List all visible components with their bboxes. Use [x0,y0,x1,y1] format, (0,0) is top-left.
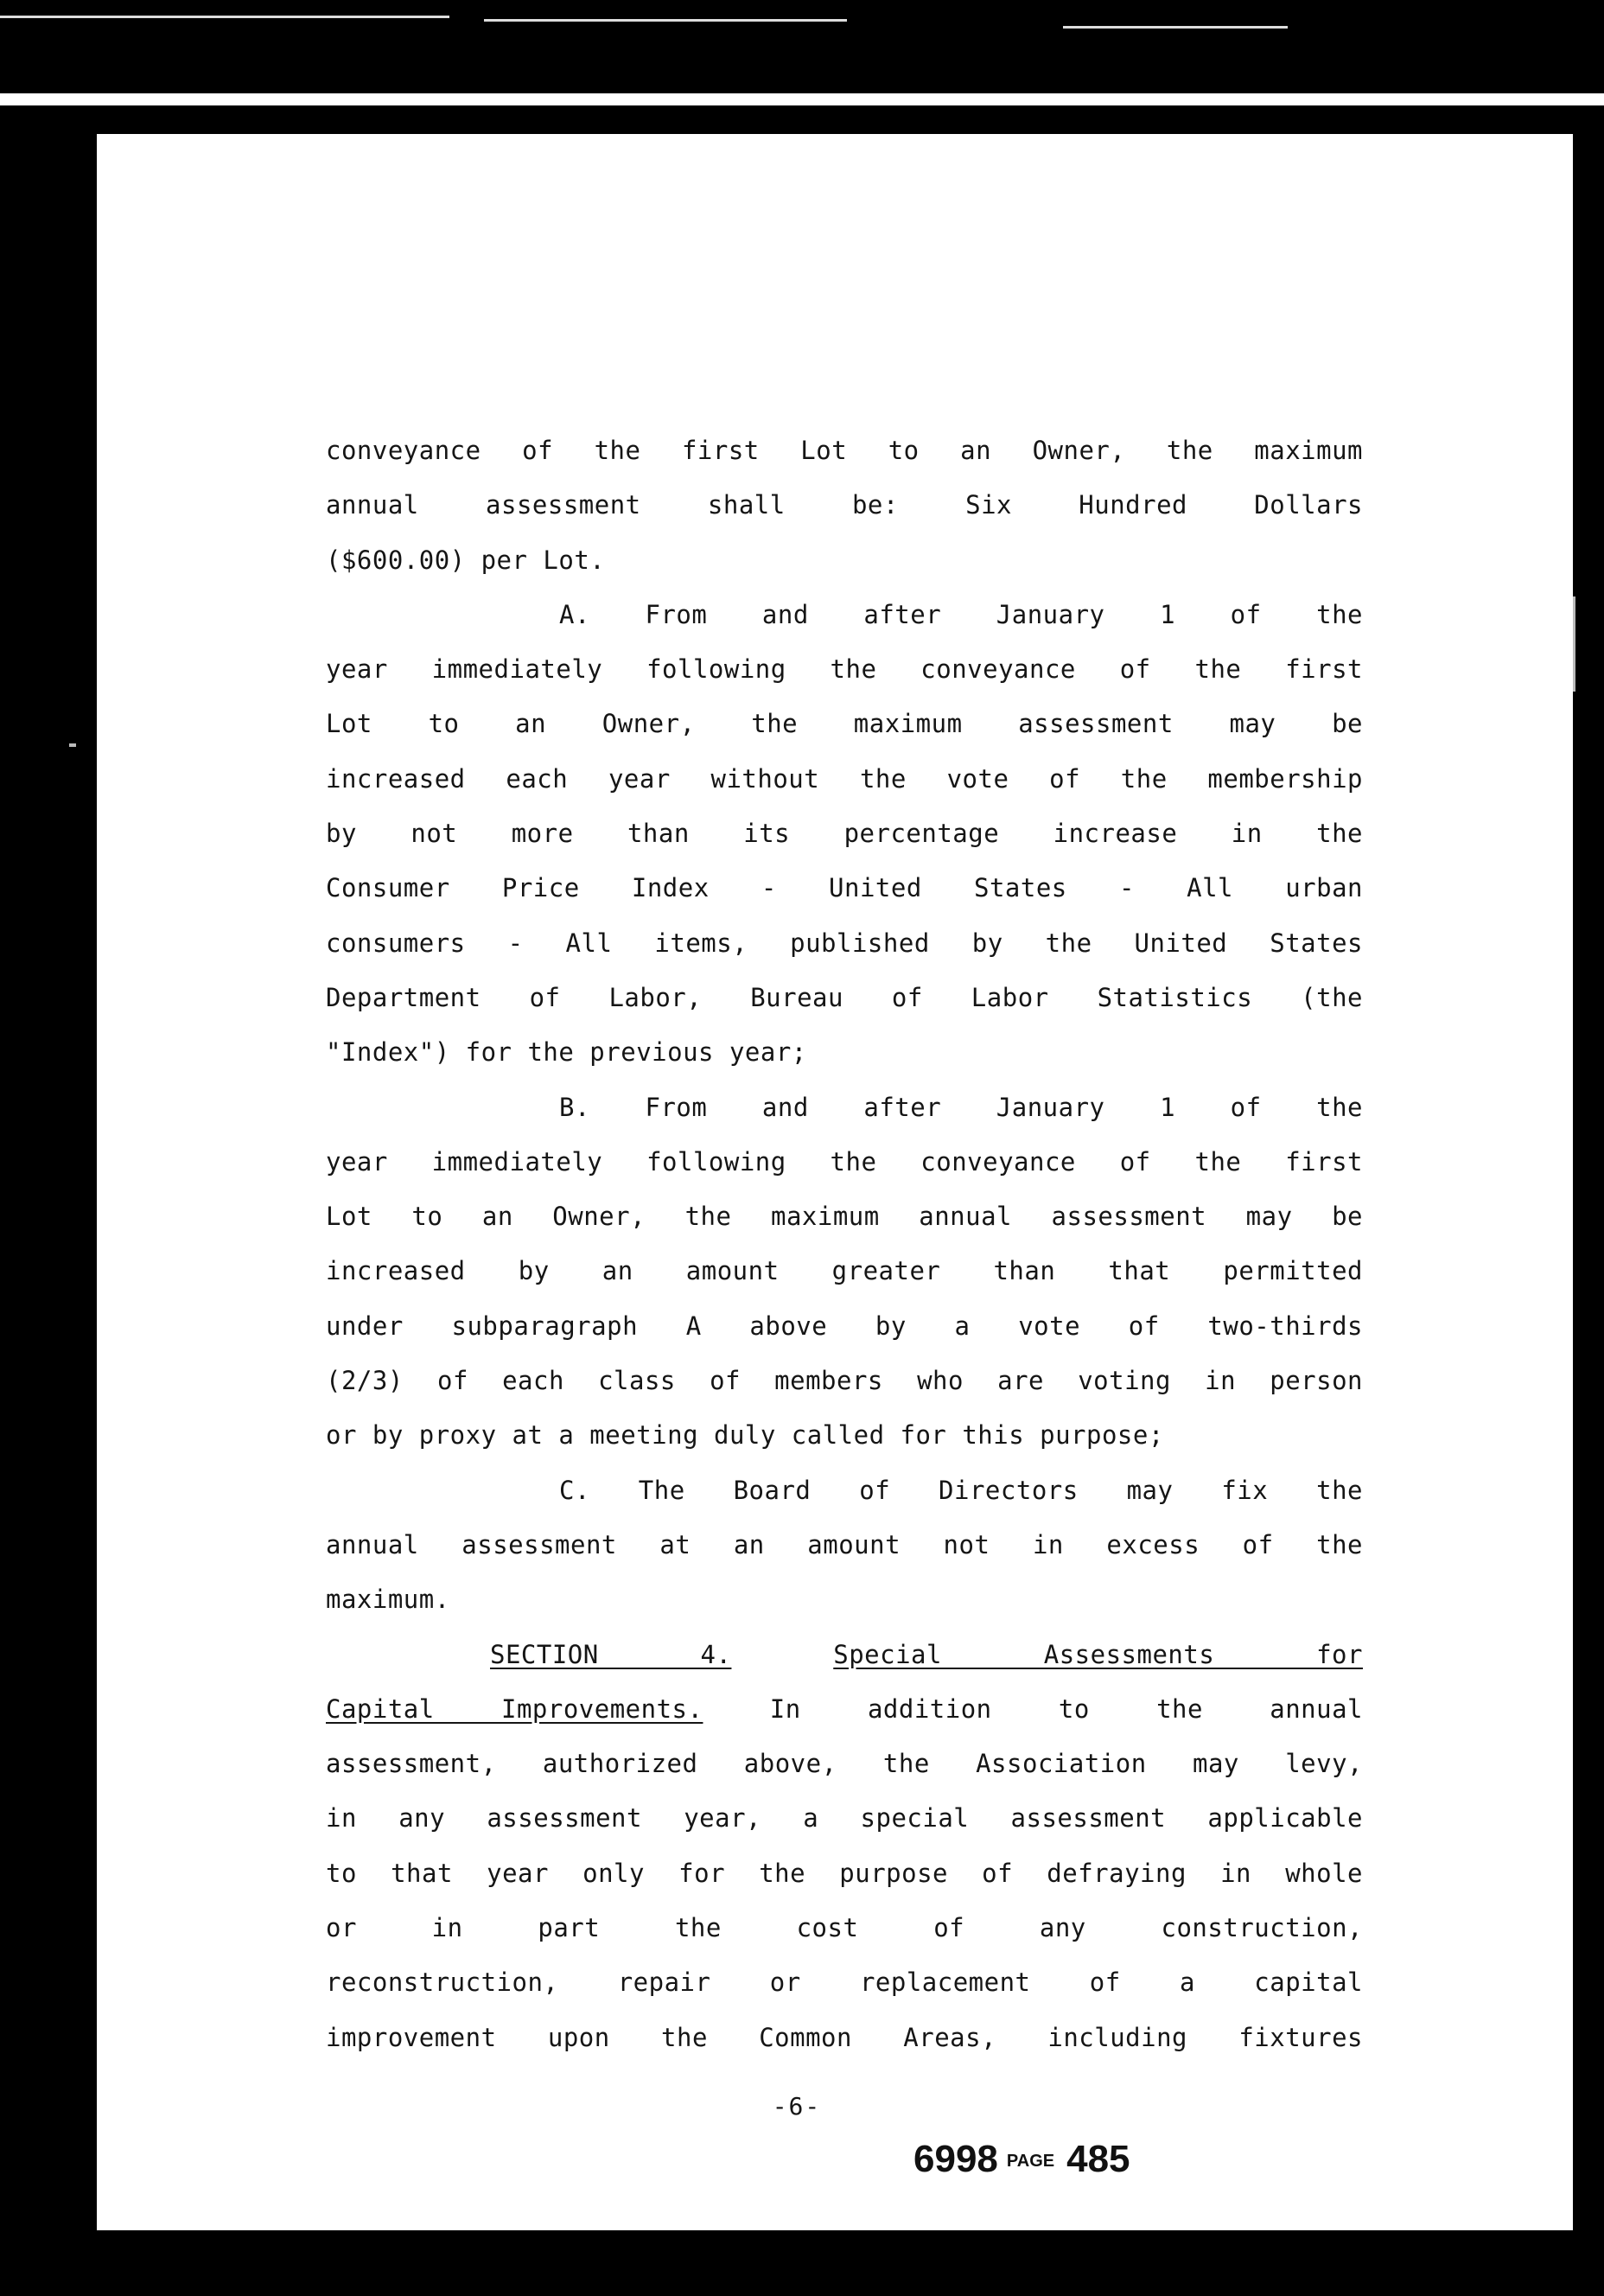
text-line: Department of Labor, Bureau of Labor Statistics (the [326,982,1363,1012]
top-speckle-3 [1063,26,1288,29]
section-4-first-line-rest: In addition to the annual [769,1693,1363,1724]
text-line: maximum. [326,1585,450,1615]
right-edge-mark [1573,596,1575,692]
paragraph-a-lead: A. From and after January 1 of the [559,599,1363,629]
left-edge-mark [69,743,76,747]
text-line: assessment, authorized above, the Association may levy, [326,1749,1363,1779]
section-4-title-line [326,1682,1363,1737]
section-4-title-part1: Special Assessments for [833,1639,1363,1669]
text-line: annual assessment shall be: Six Hundred Dollars [326,490,1363,520]
document-page [97,134,1573,2230]
text-line: Lot to an Owner, the maximum assessment may be [326,709,1363,739]
text-line: reconstruction, repair or replacement of a capital [326,1968,1363,1998]
text-line: in any assessment year, a special assessment applicable [326,1803,1363,1834]
text-line: "Index") for the previous year; [326,1037,807,1068]
text-line: improvement upon the Common Areas, including fixtures [326,2022,1363,2052]
text-line: or by proxy at a meeting duly called for this purpose; [326,1420,1164,1451]
book-page-reference [913,2138,1130,2181]
text-line: under subparagraph A above by a vote of two-thirds [326,1311,1363,1341]
text-line: Consumer Price Index - United States - All urban [326,873,1363,903]
top-rule [0,93,1604,105]
text-line: to that year only for the purpose of defraying in whole [326,1858,1363,1888]
book-page-number: 485 [1066,2138,1130,2180]
text-line: increased each year without the vote of the membership [326,763,1363,794]
text-line: ($600.00) per Lot. [326,545,606,575]
text-line: annual assessment at an amount not in excess of the [326,1529,1363,1559]
section-4-heading [326,1628,1363,1682]
text-line: consumers - All items, published by the United States [326,928,1363,958]
text-line: year immediately following the conveyance of the first [326,1146,1363,1177]
text-line: year immediately following the conveyance of the first [326,654,1363,685]
top-speckle-1 [0,16,449,18]
page-text [326,424,1363,2065]
paragraph-b-lead: B. From and after January 1 of the [559,1092,1363,1122]
page-label: PAGE [1006,2151,1055,2171]
text-line: conveyance of the first Lot to an Owner, the maximum [326,436,1363,465]
text-line: or in part the cost of any construction, [326,1913,1363,1943]
section-4-number: SECTION 4. [490,1639,732,1669]
book-number: 6998 [913,2138,998,2180]
section-4-title-part2: Capital Improvements. [326,1693,703,1724]
top-speckle-2 [484,19,847,22]
text-line: increased by an amount greater than that permitted [326,1256,1363,1286]
text-line: by not more than its percentage increase in the [326,819,1363,849]
page-number: -6- [772,2092,822,2121]
text-line: Lot to an Owner, the maximum annual assessment may be [326,1202,1363,1232]
paragraph-c-lead: C. The Board of Directors may fix the [559,1475,1363,1505]
text-line: (2/3) of each class of members who are voting in person [326,1366,1363,1396]
